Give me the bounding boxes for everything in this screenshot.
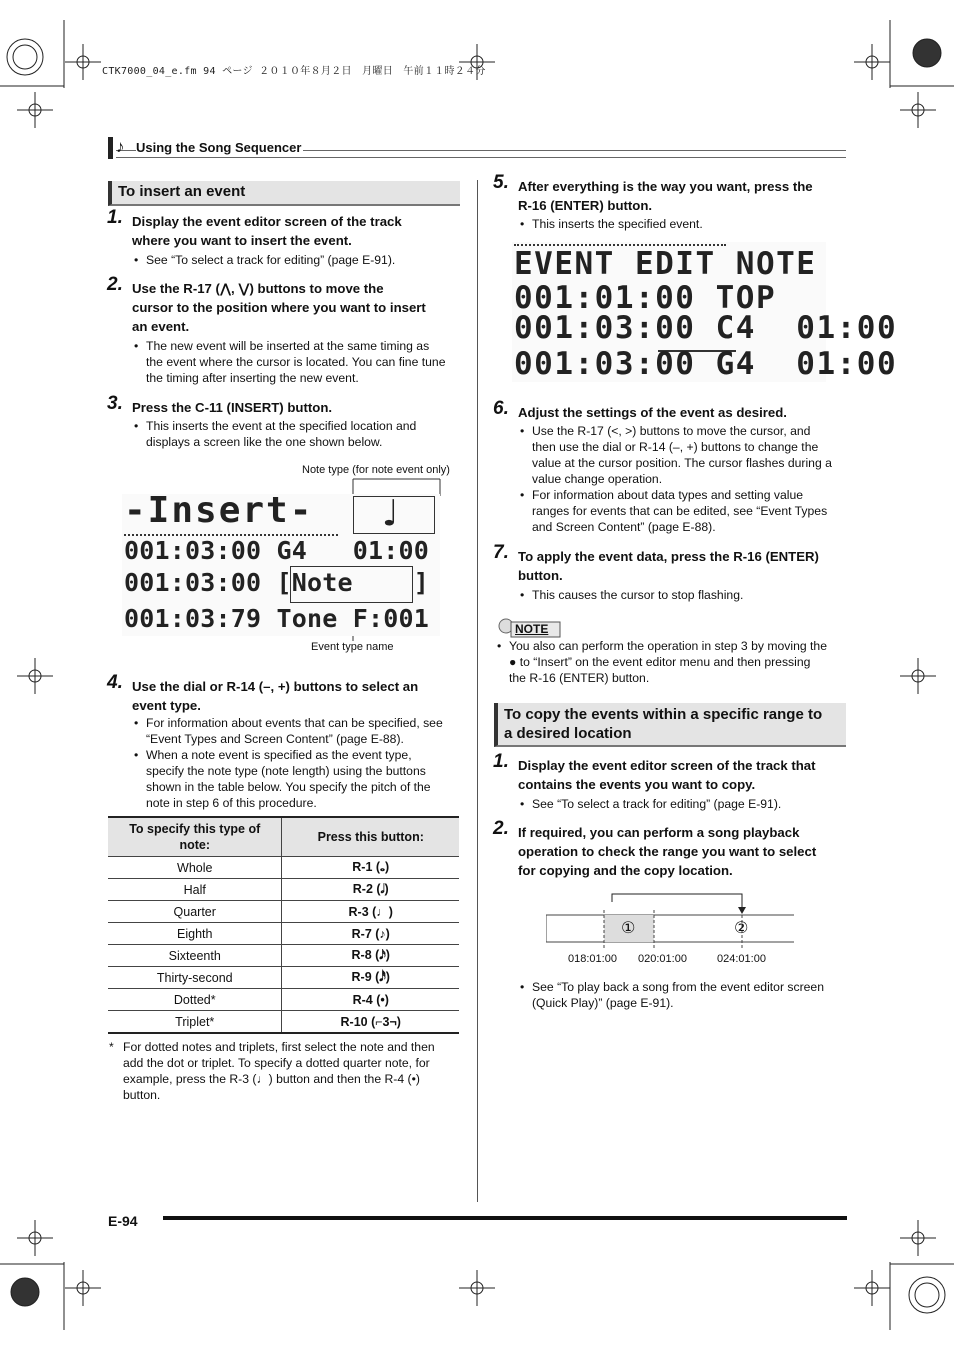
- lcd-label-event-type: Event type name: [311, 641, 394, 653]
- step-1-bullet: • See “To select a track for editing” (page E-91).: [134, 253, 396, 267]
- lcd-note-box: [353, 491, 435, 535]
- step-6-bullet-2: • For information about data types and setting value ranges for events that can be edited, see “Event Types and Screen Content” (page E-88).: [520, 488, 828, 534]
- lcd2-row-4: 001:03:00 G4 01:00: [514, 346, 898, 382]
- quarter-note-icon: ♩: [378, 491, 402, 535]
- table-row: Sixteenth R-8 (𝅘𝅥𝅯): [108, 945, 459, 967]
- lcd2-row-3: 001:03:00 C4 01:00: [514, 310, 898, 346]
- step-3-bullet: • This inserts the event at the specified location and displays a screen like the one shown below.: [134, 419, 417, 449]
- time-label-3: 024:01:00: [717, 953, 766, 965]
- lcd-row-3: 001:03:00 [Note ]: [124, 568, 430, 597]
- lcd-row-2: 001:03:00 G4 01:00: [124, 536, 430, 565]
- range-marker-1: ①: [621, 920, 636, 937]
- step-7: 7. To apply the event data, press the R-16 (ENTER) button.: [493, 542, 819, 583]
- step-5: 5. After everything is the way you want, press the R-16 (ENTER) button.: [493, 172, 813, 213]
- music-note-icon: ♪: [116, 137, 125, 156]
- footnote: * For dotted notes and triplets, first select the note and then add the dot or triplet. To specify a dotted quarter note, for example, press the R-3 (♩) button and then the R-4 (•) button.: [109, 1040, 435, 1102]
- step-4-bullet-1: • For information about events that can be specified, see “Event Types and Screen Content” (page E-88).: [134, 716, 443, 746]
- table-header-type: To specify this type of note:: [108, 817, 282, 857]
- table-row: Quarter R-3 (♩): [108, 901, 459, 923]
- note-label: NOTE: [515, 622, 549, 636]
- step-6: 6. Adjust the settings of the event as desired.: [493, 398, 787, 420]
- step-2-bullet: • The new event will be inserted at the same timing as the event where the cursor is located. You can fine tune the timing after inserting the new event.: [134, 339, 446, 385]
- step-6-bullet-1: • Use the R-17 (<, >) buttons to move the cursor, and then use the dial or R-14 (–, +) buttons to change the value at the cursor position. The cursor flashes during a value change operation.: [520, 424, 832, 486]
- footer-rule: [163, 1216, 847, 1220]
- step-5-bullet: • This inserts the specified event.: [520, 217, 703, 231]
- time-label-2: 020:01:00: [638, 953, 687, 965]
- s2-step-1-bullet: • See “To select a track for editing” (page E-91).: [520, 797, 782, 811]
- step-7-bullet: • This causes the cursor to stop flashing.: [520, 588, 744, 602]
- lcd-screen-event-edit: [512, 242, 898, 382]
- page-number: E-94: [108, 1213, 138, 1229]
- lcd-row-4: 001:03:79 Tone F:001: [124, 604, 430, 633]
- proof-line: CTK7000_04_e.fm 94 ページ ２０１０年８月２日 月曜日 午前１１時２４分: [102, 66, 486, 77]
- lcd2-row-1: EVENT EDIT NOTE: [514, 246, 817, 282]
- table-row: Thirty-second R-9 (𝅘𝅥𝅰): [108, 967, 459, 989]
- lcd-row-1: -Insert-: [124, 490, 314, 531]
- table-row: Half R-2 (𝅗𝅥): [108, 879, 459, 901]
- time-label-1: 018:01:00: [568, 953, 617, 965]
- lcd-label-note-type: Note type (for note event only): [302, 464, 450, 476]
- step-4: 4. Use the dial or R-14 (–, +) buttons to select an event type.: [107, 672, 419, 713]
- copy-range-diagram: [546, 890, 796, 970]
- table-row: Dotted* R-4 (•): [108, 989, 459, 1011]
- table-row: Whole R-1 (𝅝): [108, 857, 459, 879]
- note-badge: [497, 617, 561, 639]
- section-title-insert: To insert an event: [108, 181, 460, 206]
- step-4-bullet-2: • When a note event is specified as the event type, specify the note type (note length) using the buttons shown in the table below. You specify the pitch of the note in step 6 of this procedure.: [134, 748, 431, 810]
- step-2: 2. Use the R-17 (⋀, ⋁) buttons to move the cursor to the position where you want to insert an event.: [107, 274, 426, 334]
- table-header-button: Press this button:: [282, 817, 459, 857]
- note-text: • You also can perform the operation in step 3 by moving the ● to “Insert” on the event editor menu and then pressing the R-16 (ENTER) button.: [497, 639, 827, 685]
- table-row: Eighth R-7 (♪): [108, 923, 459, 945]
- lcd-screen-insert: [122, 490, 440, 636]
- step-1: 1. Display the event editor screen of the track where you want to insert the event.: [107, 207, 402, 248]
- section-title-copy: To copy the events within a specific range to a desired location: [494, 703, 846, 747]
- table-row: Triplet* R-10 (⌐3¬): [108, 1011, 459, 1034]
- page-header: [108, 137, 846, 159]
- s2-step-1: 1. Display the event editor screen of the track that contains the events you want to copy.: [493, 751, 816, 792]
- lcd2-row-2: 001:01:00 TOP: [514, 280, 777, 316]
- step-3: 3. Press the C-11 (INSERT) button.: [107, 393, 333, 415]
- final-bullet: • See “To play back a song from the event editor screen (Quick Play)” (page E-91).: [520, 980, 824, 1010]
- range-marker-2: ②: [734, 920, 749, 937]
- column-divider: [477, 180, 478, 1202]
- header-title: Using the Song Sequencer: [136, 140, 302, 155]
- s2-step-2: 2. If required, you can perform a song playback operation to check the range you want to select for copying and the copy location.: [493, 818, 817, 878]
- note-type-table: [108, 816, 459, 1034]
